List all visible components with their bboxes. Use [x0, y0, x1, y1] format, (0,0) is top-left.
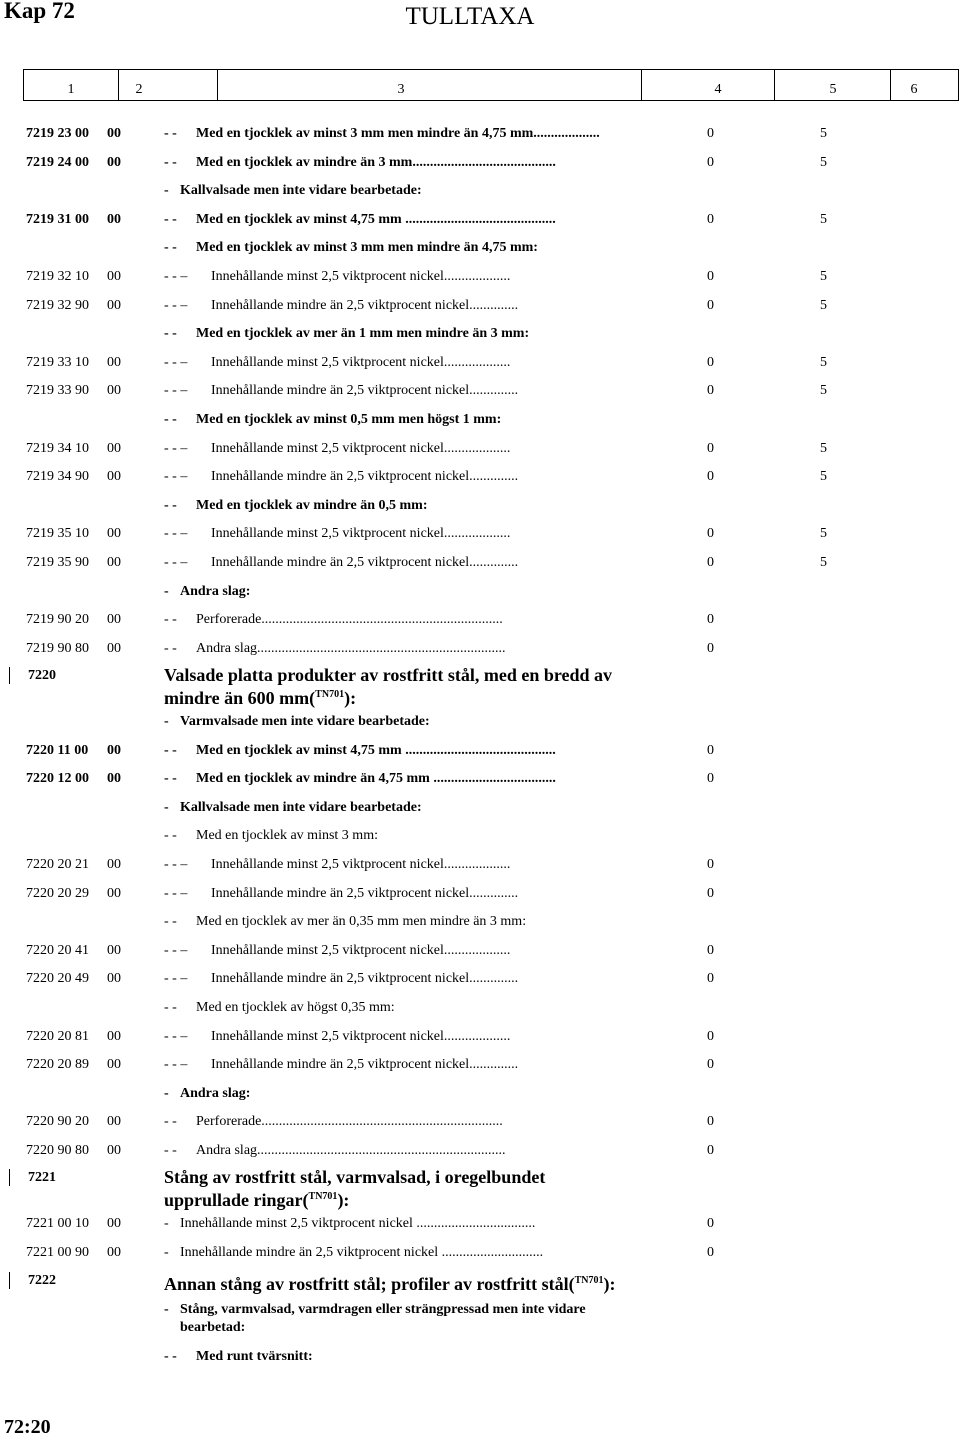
commodity-code: 7220 12 00	[26, 771, 89, 787]
duty-rate: 0	[707, 1143, 714, 1158]
dash-indent: - -	[164, 640, 177, 656]
heading-title-line: Valsade platta produkter av rostfritt stål, med en bredd av	[164, 665, 613, 685]
row-description: Innehållande minst 2,5 viktprocent nickel ..................................	[180, 1216, 536, 1231]
row-description: Perforerade.....................................................................	[196, 612, 503, 628]
taric-suffix: 00	[107, 1143, 121, 1158]
heading-title-text: Annan stång av rostfritt stål; profiler av rostfritt stål(	[164, 1274, 575, 1294]
commodity-code: 7220 20 21	[26, 857, 89, 872]
taric-suffix: 00	[107, 297, 121, 313]
heading-title-7221	[164, 1167, 684, 1210]
duty-rate: 0	[707, 1114, 714, 1130]
column-number-5: 5	[829, 82, 837, 97]
commodity-code: 7220 90 80	[26, 1143, 89, 1158]
row-description: Innehållande minst 2,5 viktprocent nickel...................	[211, 1028, 511, 1044]
taric-suffix: 00	[107, 269, 121, 284]
row-description: Kallvalsade men inte vidare bearbetade:	[180, 183, 422, 199]
page-number: 72:20	[4, 1416, 51, 1438]
row-description: Innehållande mindre än 2,5 viktprocent nickel..............	[211, 469, 519, 485]
duty-rate: 0	[707, 1244, 714, 1260]
change-bar	[9, 667, 10, 684]
taric-suffix: 00	[107, 383, 121, 399]
dash-indent: - - –	[164, 857, 188, 872]
footnote-ref: TN701	[574, 1275, 604, 1286]
heading-title-line: Stång av rostfritt stål, varmvalsad, i oregelbundet	[164, 1167, 546, 1187]
taric-suffix: 00	[107, 1028, 121, 1044]
row-description: Med en tjocklek av mer än 1 mm men mindre än 3 mm:	[196, 326, 530, 342]
row-description: Innehållande mindre än 2,5 viktprocent nickel..............	[211, 971, 519, 987]
dash-indent: - -	[164, 914, 177, 930]
dash-indent: -	[164, 583, 169, 599]
dash-indent: - - –	[164, 555, 188, 570]
dash-indent: - - –	[164, 1028, 188, 1044]
commodity-code: 7220 20 41	[26, 942, 89, 958]
commodity-code: 7221 00 90	[26, 1244, 89, 1260]
row-description: Innehållande minst 2,5 viktprocent nickel...................	[211, 354, 511, 370]
column-number-1: 1	[67, 82, 75, 97]
change-bar	[9, 1169, 10, 1186]
commodity-code: 7219 32 90	[26, 297, 89, 313]
row-description: Med en tjocklek av mer än 0,35 mm men mindre än 3 mm:	[196, 914, 527, 930]
column-divider	[890, 70, 891, 100]
dash-indent: - -	[164, 211, 177, 227]
dash-indent: -	[164, 1244, 169, 1260]
heading-code-7221: 7221	[28, 1170, 56, 1185]
taric-suffix: 00	[107, 885, 121, 901]
duty-rate: 0	[707, 269, 714, 284]
column-5-value: 5	[820, 526, 827, 542]
duty-rate: 0	[707, 1028, 714, 1044]
row-description: Innehållande mindre än 2,5 viktprocent nickel .............................	[180, 1244, 544, 1260]
heading-title-7220	[164, 665, 684, 708]
heading-title-end: ):	[344, 688, 357, 708]
duty-rate: 0	[707, 469, 714, 485]
taric-suffix: 00	[107, 1244, 121, 1260]
duty-rate: 0	[707, 612, 714, 628]
taric-suffix: 00	[107, 1216, 121, 1231]
column-5-value: 5	[820, 354, 827, 370]
row-description: Innehållande minst 2,5 viktprocent nickel...................	[211, 942, 511, 958]
commodity-code: 7220 11 00	[26, 742, 89, 758]
dash-indent: -	[164, 1085, 169, 1101]
commodity-code: 7221 00 10	[26, 1216, 89, 1231]
duty-rate: 0	[707, 297, 714, 313]
row-description: Innehållande mindre än 2,5 viktprocent nickel..............	[211, 383, 519, 399]
taric-suffix: 00	[107, 612, 121, 628]
duty-rate: 0	[707, 885, 714, 901]
commodity-code: 7219 90 20	[26, 612, 89, 628]
column-divider	[774, 70, 775, 100]
duty-rate: 0	[707, 211, 714, 227]
dash-indent: - -	[164, 612, 177, 628]
commodity-code: 7219 31 00	[26, 211, 89, 227]
row-description: Med en tjocklek av minst 3 mm:	[196, 828, 378, 844]
row-description: Med en tjocklek av minst 3 mm men mindre än 4,75 mm:	[196, 240, 538, 256]
dash-indent: - -	[164, 1114, 177, 1130]
commodity-code: 7219 90 80	[26, 640, 89, 656]
dash-indent: - -	[164, 1000, 177, 1015]
row-description: Med en tjocklek av minst 4,75 mm ...........................................	[196, 211, 556, 227]
duty-rate: 0	[707, 354, 714, 370]
column-header-box	[23, 69, 959, 101]
commodity-code: 7219 33 90	[26, 383, 89, 399]
duty-rate: 0	[707, 771, 714, 787]
heading-code-7222: 7222	[28, 1273, 56, 1288]
dash-indent: -	[164, 714, 169, 729]
taric-suffix: 00	[107, 742, 121, 758]
footnote-ref: TN701	[315, 689, 345, 700]
commodity-code: 7220 90 20	[26, 1114, 89, 1130]
commodity-code: 7219 23 00	[26, 126, 89, 141]
row-description: Med en tjocklek av minst 0,5 mm men högst 1 mm:	[196, 412, 502, 427]
taric-suffix: 00	[107, 469, 121, 485]
heading-title-text: mindre än 600 mm(	[164, 688, 316, 708]
commodity-code: 7219 34 90	[26, 469, 89, 485]
heading-title-text: upprullade ringar(	[164, 1190, 309, 1210]
column-divider	[217, 70, 218, 100]
dash-indent: - -	[164, 1143, 177, 1158]
dash-indent: - - –	[164, 469, 188, 485]
column-5-value: 5	[820, 297, 827, 313]
duty-rate: 0	[707, 857, 714, 872]
column-5-value: 5	[820, 469, 827, 485]
heading-title-end: ):	[337, 1190, 350, 1210]
dash-indent: - - –	[164, 885, 188, 901]
commodity-code: 7220 20 81	[26, 1028, 89, 1044]
change-bar	[9, 1272, 10, 1289]
dash-indent: - -	[164, 1349, 177, 1364]
row-description: Med en tjocklek av mindre än 3 mm.........................................	[196, 154, 556, 170]
commodity-code: 7219 34 10	[26, 440, 89, 456]
row-description: Andra slag.......................................................................	[196, 1143, 506, 1158]
dash-indent: - - –	[164, 1057, 188, 1073]
duty-rate: 0	[707, 640, 714, 656]
row-description: Perforerade.....................................................................	[196, 1114, 503, 1130]
row-description: Med en tjocklek av minst 3 mm men mindre än 4,75 mm...................	[196, 126, 600, 141]
duty-rate: 0	[707, 126, 714, 141]
dash-indent: - - –	[164, 269, 188, 284]
column-5-value: 5	[820, 383, 827, 399]
dash-indent: -	[164, 799, 169, 815]
dash-indent: - -	[164, 126, 177, 141]
duty-rate: 0	[707, 555, 714, 570]
subheading-text: Stång, varmvalsad, varmdragen eller strängpressad men inte vidare bearbetad:	[180, 1302, 586, 1335]
taric-suffix: 00	[107, 942, 121, 958]
column-5-value: 5	[820, 126, 827, 141]
row-description: Andra slag:	[180, 1085, 251, 1101]
commodity-code: 7220 20 89	[26, 1057, 89, 1073]
chapter-label: Kap 72	[4, 0, 75, 23]
page-title: TULLTAXA	[405, 3, 535, 30]
row-description: Innehållande mindre än 2,5 viktprocent nickel..............	[211, 1057, 519, 1073]
row-description: Innehållande mindre än 2,5 viktprocent nickel..............	[211, 297, 519, 313]
row-description: Innehållande minst 2,5 viktprocent nickel...................	[211, 526, 511, 542]
commodity-code: 7219 33 10	[26, 354, 89, 370]
dash-indent: - -	[164, 828, 177, 844]
dash-indent: - -	[164, 326, 177, 342]
duty-rate: 0	[707, 383, 714, 399]
column-divider	[118, 70, 119, 100]
row-description: Innehållande minst 2,5 viktprocent nickel...................	[211, 269, 511, 284]
duty-rate: 0	[707, 742, 714, 758]
subheading-text: Med runt tvärsnitt:	[196, 1349, 313, 1364]
taric-suffix: 00	[107, 440, 121, 456]
dash-indent: - - –	[164, 354, 188, 370]
column-number-2: 2	[135, 82, 143, 97]
dash-indent: - -	[164, 412, 177, 427]
column-5-value: 5	[820, 269, 827, 284]
duty-rate: 0	[707, 971, 714, 987]
taric-suffix: 00	[107, 971, 121, 987]
duty-rate: 0	[707, 154, 714, 170]
row-description: Innehållande minst 2,5 viktprocent nickel...................	[211, 857, 511, 872]
dash-indent: - -	[164, 742, 177, 758]
dash-indent: - -	[164, 497, 177, 513]
taric-suffix: 00	[107, 526, 121, 542]
taric-suffix: 00	[107, 211, 121, 227]
column-number-3: 3	[397, 82, 405, 97]
commodity-code: 7220 20 49	[26, 971, 89, 987]
commodity-code: 7219 24 00	[26, 154, 89, 170]
dash-indent: - -	[164, 240, 177, 256]
taric-suffix: 00	[107, 154, 121, 170]
taric-suffix: 00	[107, 857, 121, 872]
commodity-code: 7219 35 10	[26, 526, 89, 542]
footnote-ref: TN701	[308, 1191, 338, 1202]
heading-title-line	[164, 685, 684, 708]
duty-rate: 0	[707, 1057, 714, 1073]
dash-indent: - -	[164, 154, 177, 170]
dash-indent: -	[164, 1302, 169, 1317]
column-5-value: 5	[820, 211, 827, 227]
dash-indent: - - –	[164, 440, 188, 456]
taric-suffix: 00	[107, 640, 121, 656]
row-description: Innehållande mindre än 2,5 viktprocent nickel..............	[211, 885, 519, 901]
dash-indent: -	[164, 183, 169, 199]
duty-rate: 0	[707, 942, 714, 958]
column-number-6: 6	[910, 82, 918, 97]
column-divider	[641, 70, 642, 100]
taric-suffix: 00	[107, 126, 121, 141]
row-description: Kallvalsade men inte vidare bearbetade:	[180, 799, 422, 815]
commodity-code: 7220 20 29	[26, 885, 89, 901]
taric-suffix: 00	[107, 1057, 121, 1073]
taric-suffix: 00	[107, 555, 121, 570]
dash-indent: - - –	[164, 971, 188, 987]
column-number-4: 4	[714, 82, 722, 97]
dash-indent: - - –	[164, 942, 188, 958]
row-description: Andra slag:	[180, 583, 251, 599]
dash-indent: - - –	[164, 383, 188, 399]
dash-indent: - - –	[164, 526, 188, 542]
heading-title-line	[164, 1187, 684, 1210]
row-description: Innehållande mindre än 2,5 viktprocent nickel..............	[211, 555, 519, 570]
row-description: Med en tjocklek av mindre än 0,5 mm:	[196, 497, 428, 513]
row-description: Innehållande minst 2,5 viktprocent nickel...................	[211, 440, 511, 456]
heading-code-7220: 7220	[28, 668, 56, 683]
column-5-value: 5	[820, 555, 827, 570]
column-5-value: 5	[820, 154, 827, 170]
dash-indent: - - –	[164, 297, 188, 313]
heading-title-7222	[164, 1271, 724, 1294]
row-description: Varmvalsade men inte vidare bearbetade:	[180, 714, 430, 729]
row-description: Andra slag.......................................................................	[196, 640, 506, 656]
commodity-code: 7219 32 10	[26, 269, 89, 284]
row-description: Med en tjocklek av minst 4,75 mm ...........................................	[196, 742, 556, 758]
duty-rate: 0	[707, 1216, 714, 1231]
taric-suffix: 00	[107, 771, 121, 787]
heading-title-end: ):	[603, 1274, 616, 1294]
taric-suffix: 00	[107, 354, 121, 370]
dash-indent: -	[164, 1216, 169, 1231]
row-description: Med en tjocklek av högst 0,35 mm:	[196, 1000, 395, 1015]
column-5-value: 5	[820, 440, 827, 456]
taric-suffix: 00	[107, 1114, 121, 1130]
duty-rate: 0	[707, 526, 714, 542]
row-description: Med en tjocklek av mindre än 4,75 mm ...................................	[196, 771, 556, 787]
dash-indent: - -	[164, 771, 177, 787]
commodity-code: 7219 35 90	[26, 555, 89, 570]
duty-rate: 0	[707, 440, 714, 456]
